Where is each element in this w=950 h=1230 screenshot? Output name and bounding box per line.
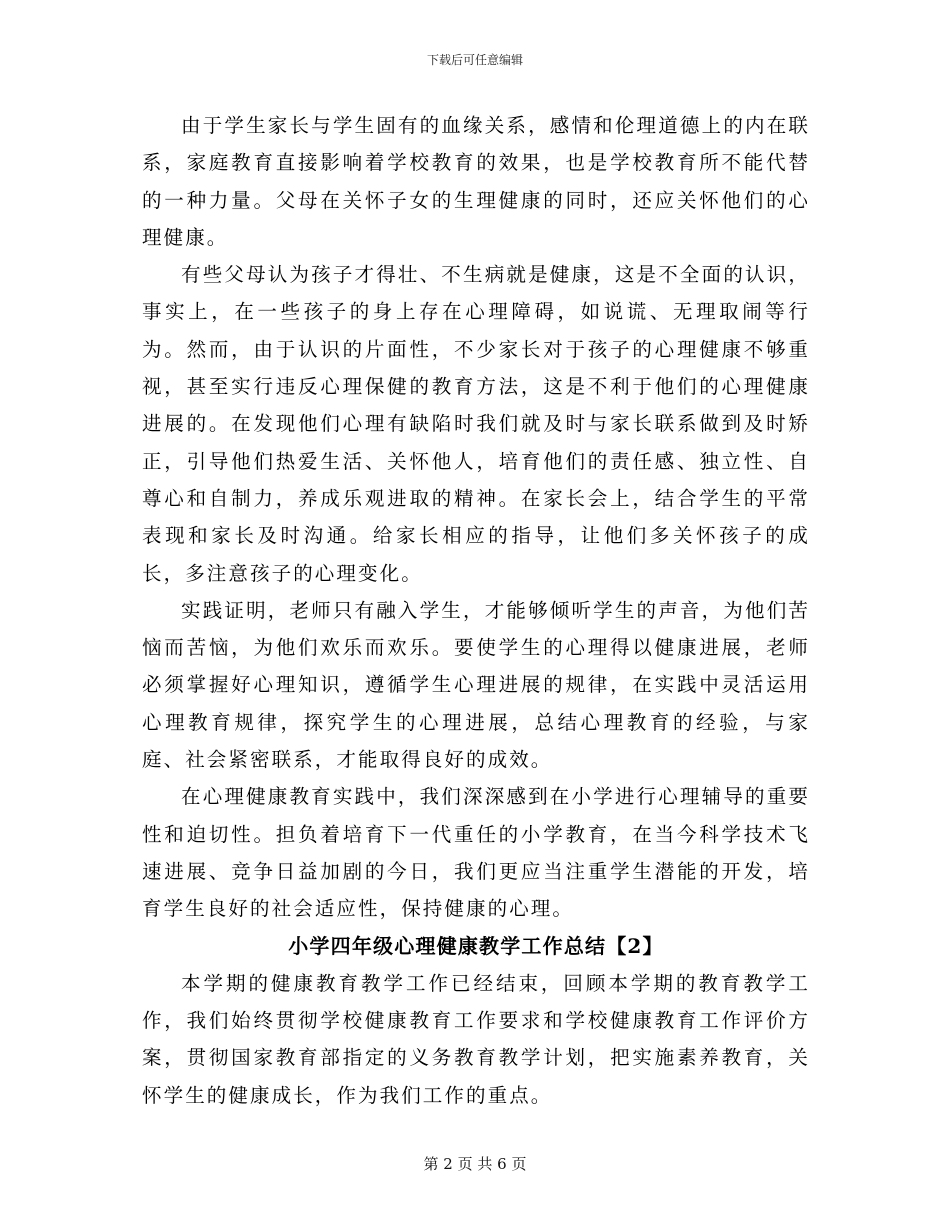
header-text: 下载后可任意编辑 [426, 53, 523, 67]
section-title: 小学四年级心理健康教学工作总结【2】 [288, 933, 664, 958]
page-header [0, 52, 950, 68]
page-footer [0, 1154, 950, 1174]
section-paragraph: 本学期的健康教育教学工作已经结束，回顾本学期的教育教学工作，我们始终贯彻学校健康教育工作要求和学校健康教育工作评价方案，贯彻国家教育部指定的义务教育教学计划，把实施素养教育，关怀学生的健康成长，作为我们工作的重点。 [142, 971, 810, 1107]
body-paragraph: 由于学生家长与学生固有的血缘关系，感情和伦理道德上的内在联系，家庭教育直接影响着学校教育的效果，也是学校教育所不能代替的一种力量。父母在关怀子女的生理健康的同时，还应关怀他们的心理健康。 [142, 114, 810, 249]
body-paragraph: 在心理健康教育实践中，我们深深感到在小学进行心理辅导的重要性和迫切性。担负着培育下一代重任的小学教育，在当今科学技术飞速进展、竞争日益加剧的今日，我们更应当注重学生潜能的开发，培育学生良好的社会适应性，保持健康的心理。 [142, 785, 810, 921]
page-number: 第 2 页 共 6 页 [423, 1155, 527, 1173]
body-paragraph: 有些父母认为孩子才得壮、不生病就是健康，这是不全面的认识，事实上，在一些孩子的身上存在心理障碍，如说谎、无理取闹等行为。然而，由于认识的片面性，不少家长对于孩子的心理健康不够重视，甚至实行违反心理保健的教育方法，这是不利于他们的心理健康进展的。在发现他们心理有缺陷时我们就及时与家长联系做到及时矫正，引导他们热爱生活、关怀他人，培育他们的责任感、独立性、自尊心和自制力，养成乐观进取的精神。在家长会上，结合学生的平常表现和家长及时沟通。给家长相应的指导，让他们多关怀孩子的成长，多注意孩子的心理变化。 [142, 263, 810, 585]
document-body [142, 107, 810, 1114]
body-paragraph: 实践证明，老师只有融入学生，才能够倾听学生的声音，为他们苦恼而苦恼，为他们欢乐而欢乐。要使学生的心理得以健康进展，老师必须掌握好心理知识，遵循学生心理进展的规律，在实践中灵活运用心理教育规律，探究学生的心理进展，总结心理教育的经验，与家庭、社会紧密联系，才能取得良好的成效。 [142, 598, 810, 772]
